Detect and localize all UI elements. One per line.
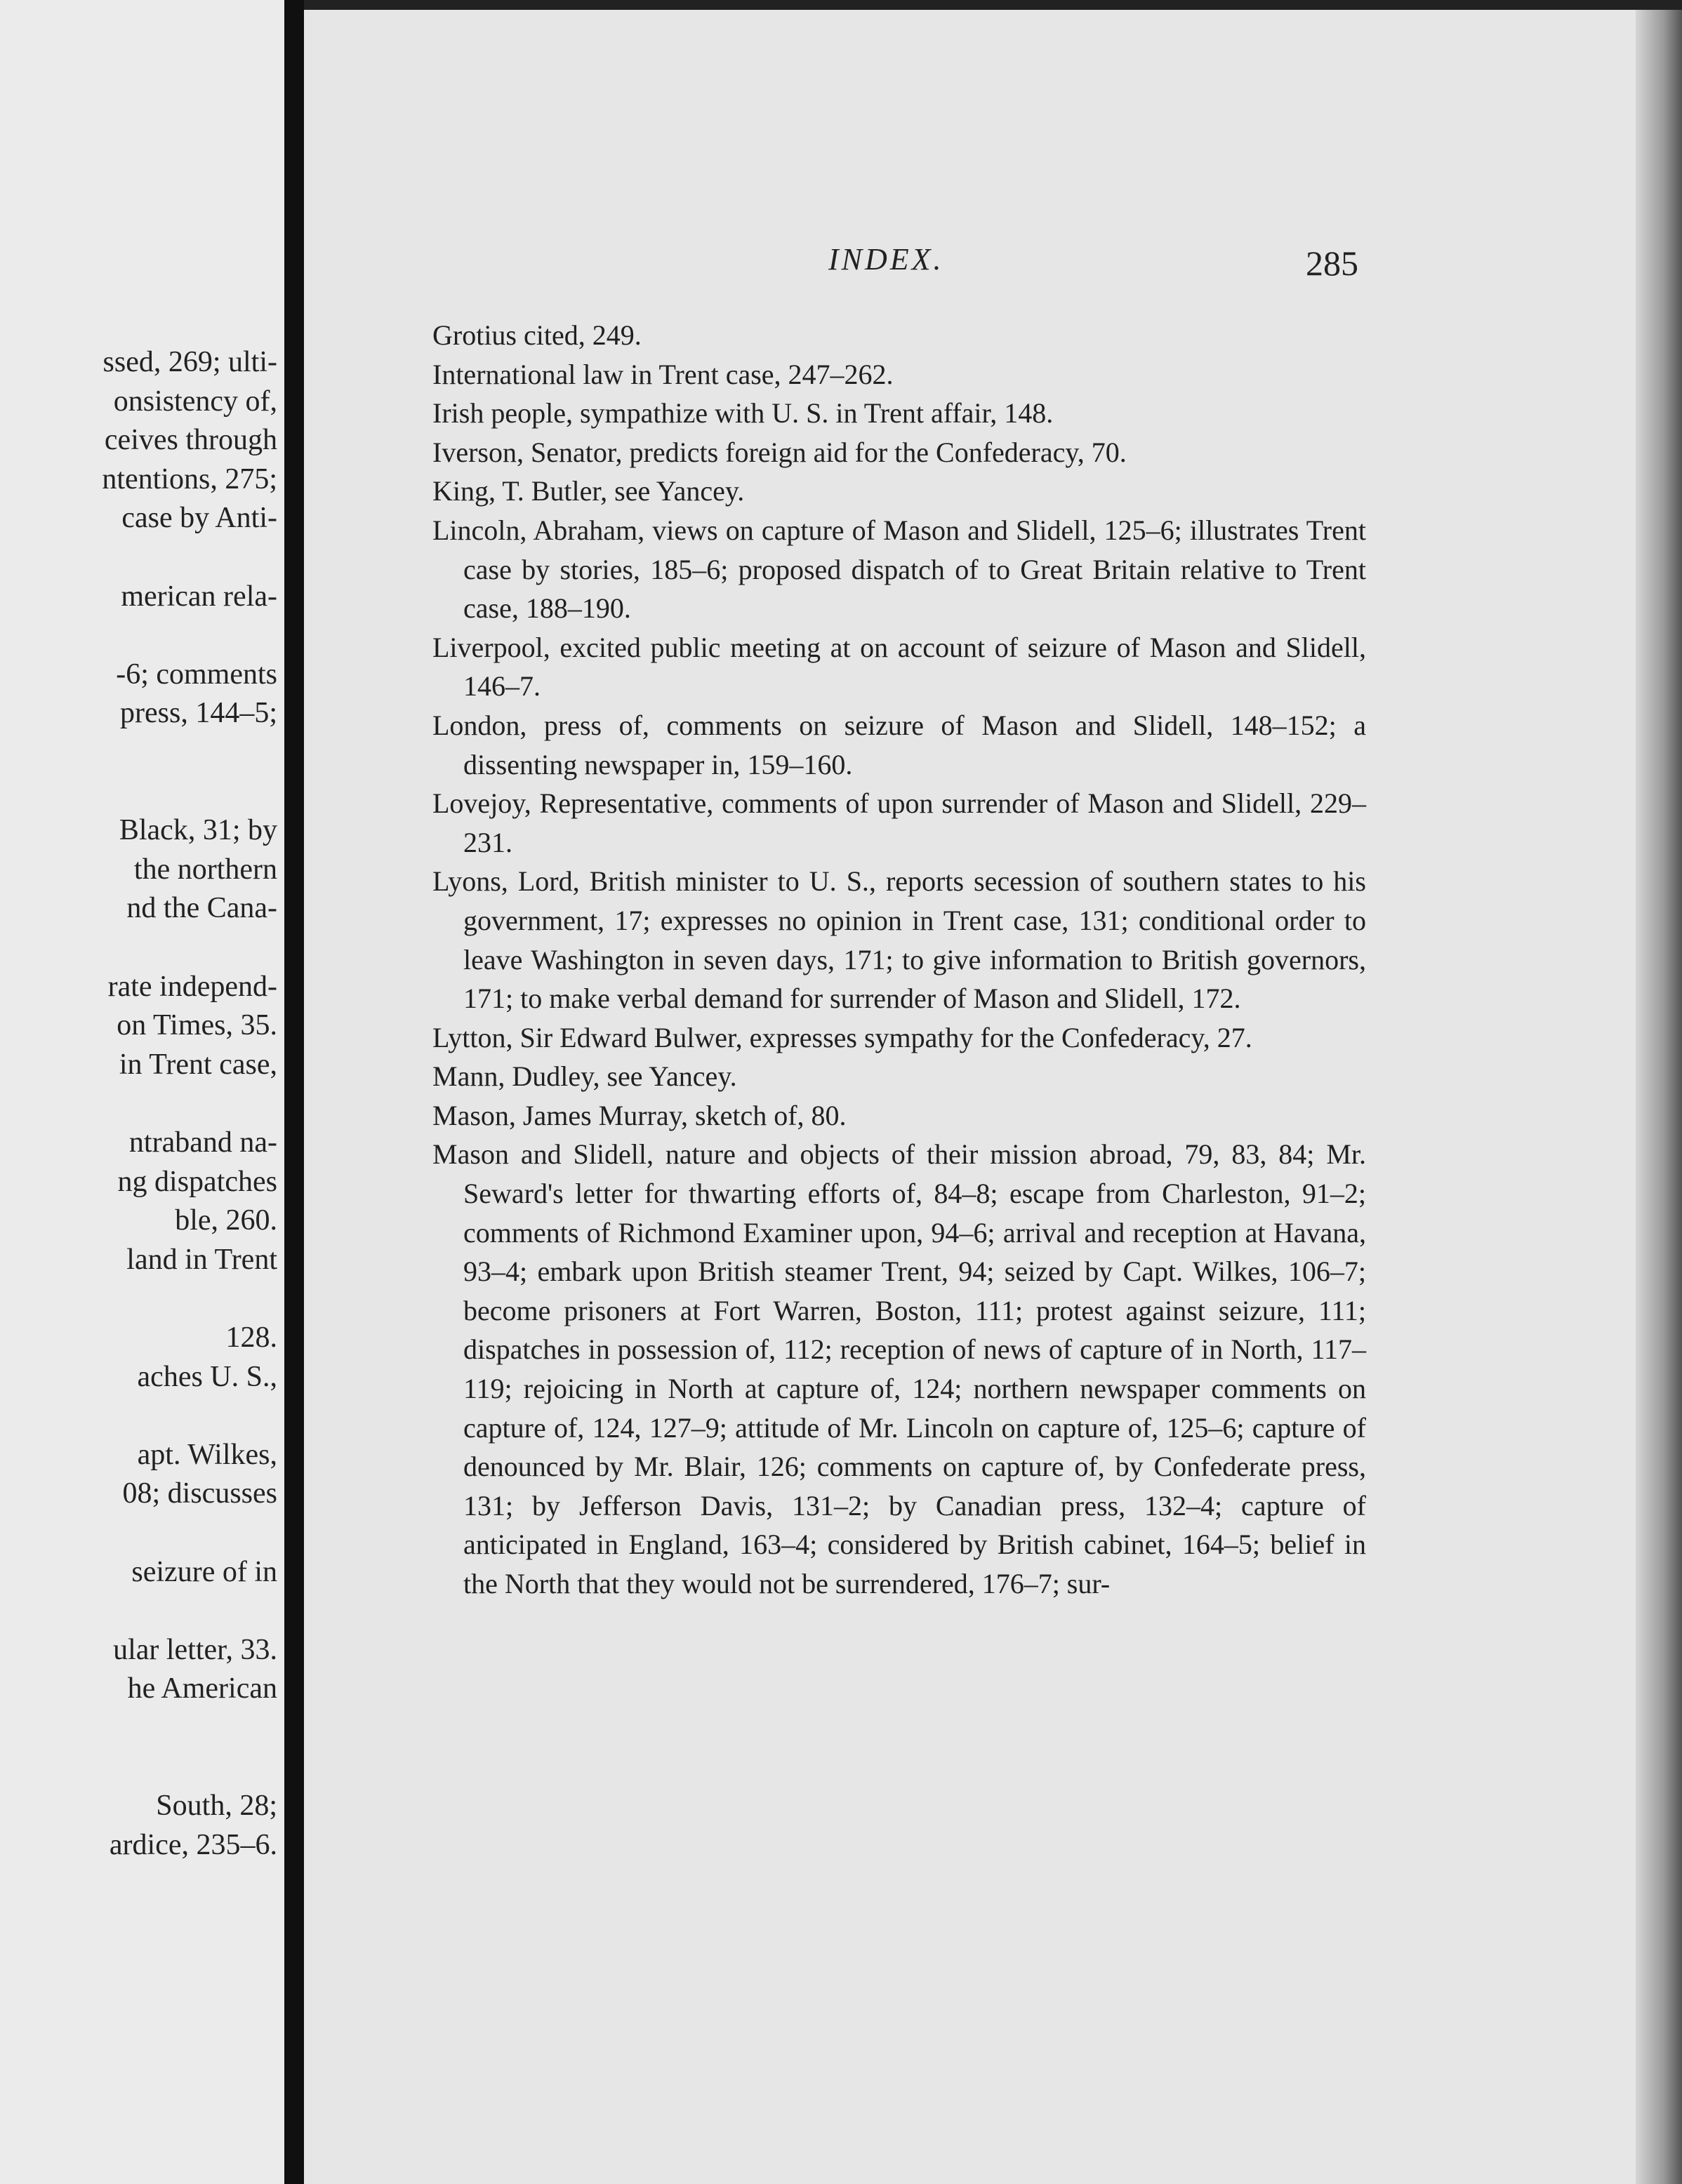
facing-page-line: he American	[127, 1672, 277, 1705]
facing-page-line: ular letter, 33.	[113, 1633, 277, 1666]
index-entry-lovejoy: Lovejoy, Representative, comments of upon surrender of Mason and Slidell, 229–231.	[432, 787, 1366, 858]
index-entries	[432, 316, 1366, 1604]
facing-page-line: ardice, 235–6.	[109, 1828, 277, 1861]
facing-page-line: seizure of in	[131, 1555, 277, 1588]
index-entry-irish-people: Irish people, sympathize with U. S. in Trent affair, 148.	[432, 397, 1054, 430]
facing-page-line: apt. Wilkes,	[137, 1438, 277, 1471]
index-entry-mann: Mann, Dudley, see Yancey.	[432, 1060, 737, 1093]
running-head: INDEX.	[828, 242, 944, 277]
facing-page-line: nd the Cana-	[126, 892, 277, 925]
index-entry-mason-and-slidell: Mason and Slidell, nature and objects of their mission abroad, 79, 83, 84; Mr. Seward's letter for thwarting efforts of, 84–8; escape from Charleston, 91–2; comments of Richmond Examiner upon, 94–6; arrival and reception at Havana, 93–4; embark upon British steamer Trent, 94; seized by Capt. Wilkes, 106–7; become prisoners at Fort Warren, Boston, 111; protest against seizure, 111; dispatches in possession of, 112; reception of news of capture of in North, 117–119; rejoicing in North at capture of, 124; northern newspaper comments on capture of, 124, 127–9; attitude of Mr. Lincoln on capture of, 125–6; capture of denounced by Mr. Blair, 126; comments on capture of, by Confederate press, 131; by Jefferson Davis, 131–2; by Canadian press, 132–4; capture of anticipated in England, 163–4; considered by British cabinet, 164–5; belief in the North that they would not be surrendered, 176–7; sur-	[432, 1138, 1366, 1599]
facing-page-line: ble, 260.	[175, 1204, 277, 1237]
page-number: 285	[1306, 244, 1358, 283]
page-edge-shadow	[1636, 10, 1682, 2184]
facing-page	[0, 0, 284, 2184]
facing-page-line: 08; discusses	[122, 1477, 277, 1510]
facing-page-line: ntentions, 275;	[102, 462, 277, 495]
facing-page-line: rate independ-	[107, 970, 277, 1003]
index-entry-grotius: Grotius cited, 249.	[432, 319, 642, 351]
book-gutter	[284, 0, 304, 2184]
index-entry-lytton: Lytton, Sir Edward Bulwer, expresses sympathy for the Confederacy, 27.	[432, 1021, 1252, 1053]
index-entry-mason: Mason, James Murray, sketch of, 80.	[432, 1099, 847, 1131]
facing-page-line: ssed, 269; ulti-	[102, 346, 277, 378]
facing-page-line: South, 28;	[156, 1790, 277, 1823]
facing-page-line: ntraband na-	[128, 1126, 277, 1159]
facing-page-line: the northern	[133, 853, 277, 886]
index-entry-liverpool: Liverpool, excited public meeting at on account of seizure of Mason and Slidell, 146–7.	[432, 631, 1366, 703]
index-entry-lincoln: Lincoln, Abraham, views on capture of Mason and Slidell, 125–6; illustrates Trent case by stories, 185–6; proposed dispatch of to Great Britain relative to Trent case, 188–190.	[432, 514, 1366, 625]
facing-page-line: case by Anti-	[121, 502, 277, 535]
facing-page-line: onsistency of,	[113, 385, 277, 418]
index-entry-lyons: Lyons, Lord, British minister to U. S., reports secession of southern states to his government, 17; expresses no opinion in Trent case, 131; conditional order to leave Washington in seven days, 171; to give information to British governors, 171; to make verbal demand for surrender of Mason and Slidell, 172.	[432, 865, 1366, 1015]
facing-page-line: -6; comments	[116, 658, 277, 691]
facing-page-line: land in Trent	[126, 1243, 277, 1276]
index-entry-international-law: International law in Trent case, 247–262.	[432, 358, 894, 390]
facing-page-line: aches U. S.,	[137, 1360, 277, 1393]
index-entry-london: London, press of, comments on seizure of Mason and Slidell, 148–152; a dissenting newspaper in, 159–160.	[432, 709, 1366, 780]
facing-page-line: merican rela-	[121, 580, 277, 613]
facing-page-line: ng dispatches	[117, 1165, 277, 1198]
facing-page-line: in Trent case,	[119, 1048, 277, 1081]
facing-page-line: press, 144–5;	[120, 697, 277, 730]
facing-page-line: Black, 31; by	[119, 814, 277, 847]
facing-page-line: 128.	[225, 1321, 277, 1354]
index-entry-king: King, T. Butler, see Yancey.	[432, 475, 745, 507]
page-top-shadow	[304, 0, 1682, 10]
facing-page-line: ceives through	[104, 424, 277, 457]
facing-page-line: on Times, 35.	[117, 1009, 277, 1042]
index-entry-iverson: Iverson, Senator, predicts foreign aid for the Confederacy, 70.	[432, 436, 1127, 468]
